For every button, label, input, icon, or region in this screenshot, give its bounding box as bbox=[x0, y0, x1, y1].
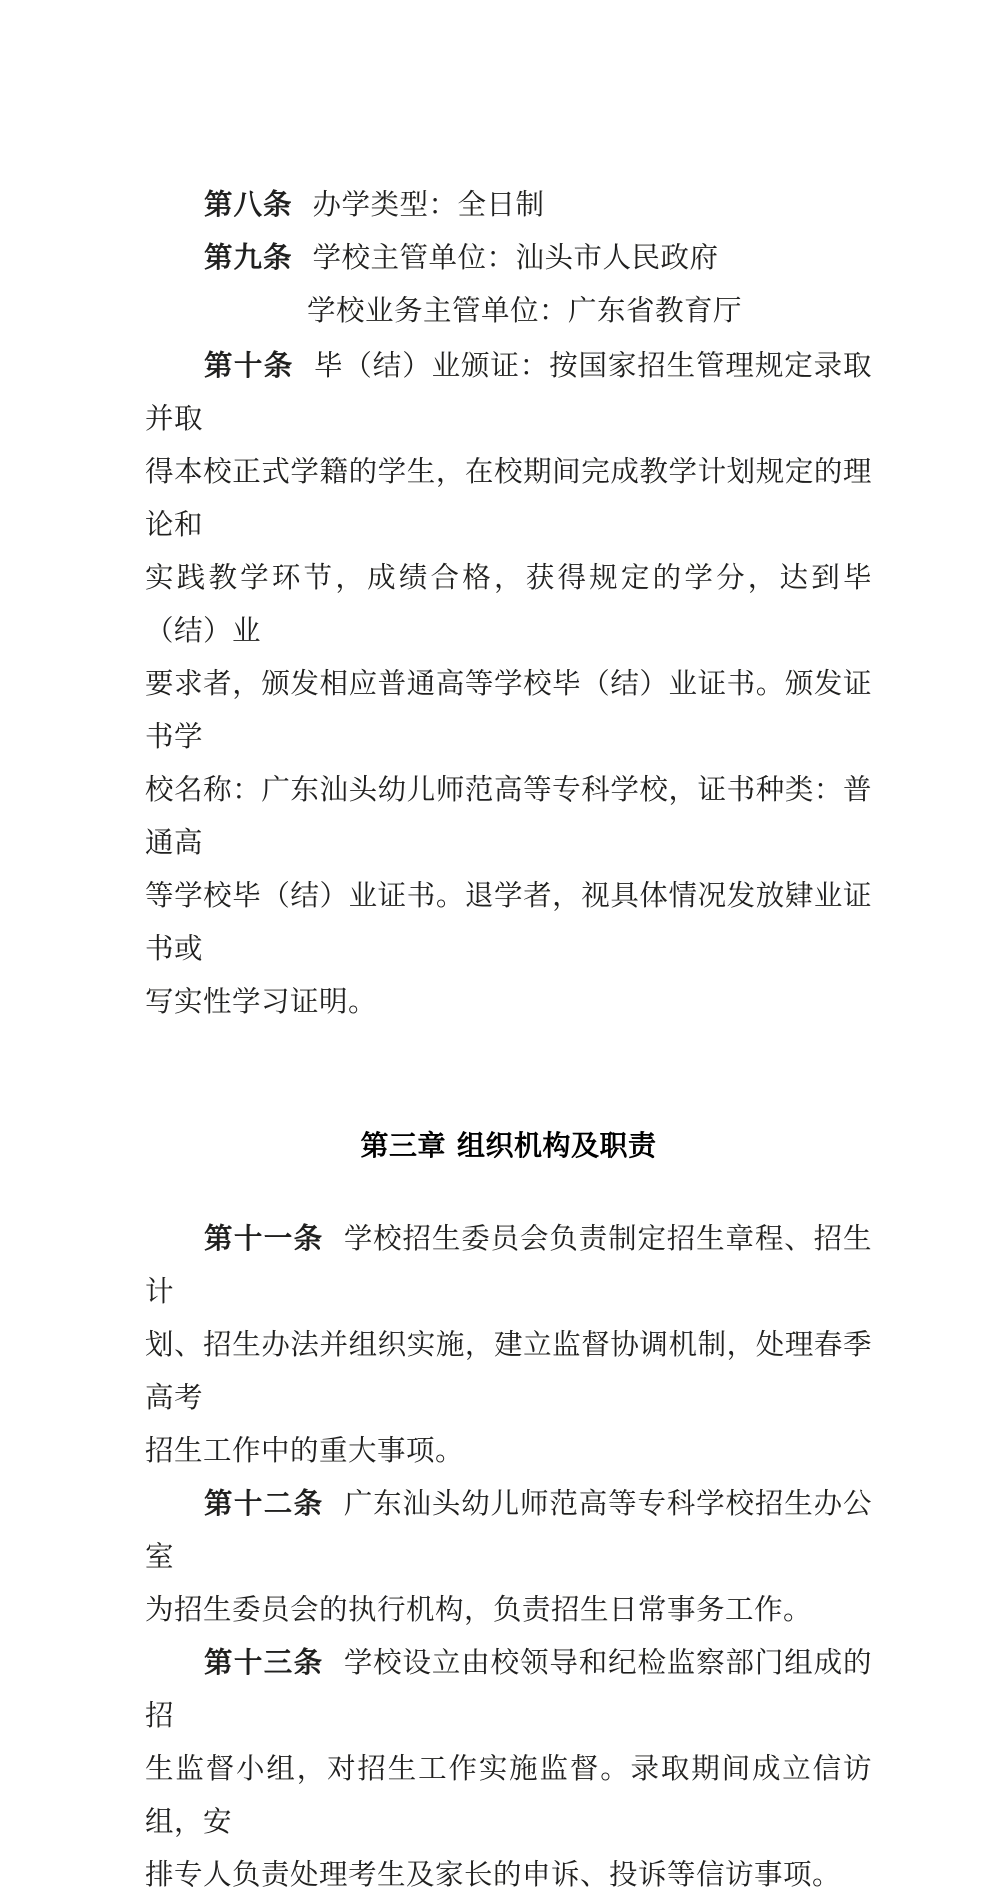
document-body bbox=[145, 178, 872, 1901]
article-11-text-1: 学校招生委员会负责制定招生章程、招生计 bbox=[145, 1222, 872, 1308]
article-12-number: 第十二条 bbox=[204, 1486, 324, 1520]
article-12-text-2: 为招生委员会的执行机构，负责招生日常事务工作。 bbox=[145, 1593, 813, 1626]
article-13-text-1: 学校设立由校领导和纪检监察部门组成的招 bbox=[145, 1646, 872, 1732]
chapter-label: 第三章 bbox=[360, 1129, 446, 1162]
article-10-text-5: 校名称：广东汕头幼儿师范高等专科学校，证书种类：普通高 bbox=[145, 773, 872, 859]
article-9 bbox=[145, 231, 872, 284]
article-10-line-7 bbox=[145, 975, 872, 1028]
article-8 bbox=[145, 178, 872, 231]
article-9-continuation-text: 学校业务主管单位：广东省教育厅 bbox=[307, 294, 743, 327]
article-11-text-2: 划、招生办法并组织实施，建立监督协调机制，处理春季高考 bbox=[145, 1328, 872, 1414]
article-13-number: 第十三条 bbox=[204, 1645, 324, 1679]
article-10-text-7: 写实性学习证明。 bbox=[145, 985, 378, 1018]
article-12-line-2 bbox=[145, 1583, 872, 1636]
article-9-number: 第九条 bbox=[204, 240, 293, 274]
article-10-text-6: 等学校毕（结）业证书。退学者，视具体情况发放肄业证书或 bbox=[145, 879, 872, 965]
article-10-line-2 bbox=[145, 445, 872, 551]
article-11-line-2 bbox=[145, 1318, 872, 1424]
article-13-text-2: 生监督小组，对招生工作实施监督。录取期间成立信访组，安 bbox=[145, 1752, 872, 1838]
article-10-text-3: 实践教学环节，成绩合格，获得规定的学分，达到毕（结）业 bbox=[145, 561, 872, 647]
article-12-line-1 bbox=[145, 1477, 872, 1583]
chapter-title: 组织机构及职责 bbox=[457, 1129, 657, 1162]
article-13-line-2 bbox=[145, 1742, 872, 1848]
article-10-line-3 bbox=[145, 551, 872, 657]
article-10-text-1: 毕（结）业颁证：按国家招生管理规定录取并取 bbox=[145, 349, 872, 435]
article-10-text-2: 得本校正式学籍的学生，在校期间完成教学计划规定的理论和 bbox=[145, 455, 872, 541]
article-9-text: 学校主管单位：汕头市人民政府 bbox=[312, 241, 719, 274]
article-11-line-1 bbox=[145, 1212, 872, 1318]
article-11-line-3 bbox=[145, 1424, 872, 1477]
article-13-line-3 bbox=[145, 1848, 872, 1901]
article-10-line-5 bbox=[145, 763, 872, 869]
article-12-text-1: 广东汕头幼儿师范高等专科学校招生办公室 bbox=[145, 1487, 872, 1573]
article-11-number: 第十一条 bbox=[204, 1221, 324, 1255]
article-13-line-1 bbox=[145, 1636, 872, 1742]
article-10-text-4: 要求者，颁发相应普通高等学校毕（结）业证书。颁发证书学 bbox=[145, 667, 872, 753]
article-10-line-1 bbox=[145, 339, 872, 445]
article-8-number: 第八条 bbox=[204, 187, 293, 221]
article-10-line-6 bbox=[145, 869, 872, 975]
chapter-heading bbox=[145, 1124, 872, 1168]
article-10-number: 第十条 bbox=[204, 348, 294, 382]
article-9-continuation bbox=[145, 284, 872, 337]
article-11-text-3: 招生工作中的重大事项。 bbox=[145, 1434, 465, 1467]
article-10-line-4 bbox=[145, 657, 872, 763]
article-8-text: 办学类型：全日制 bbox=[312, 188, 545, 221]
article-13-text-3: 排专人负责处理考生及家长的申诉、投诉等信访事项。 bbox=[145, 1858, 842, 1891]
